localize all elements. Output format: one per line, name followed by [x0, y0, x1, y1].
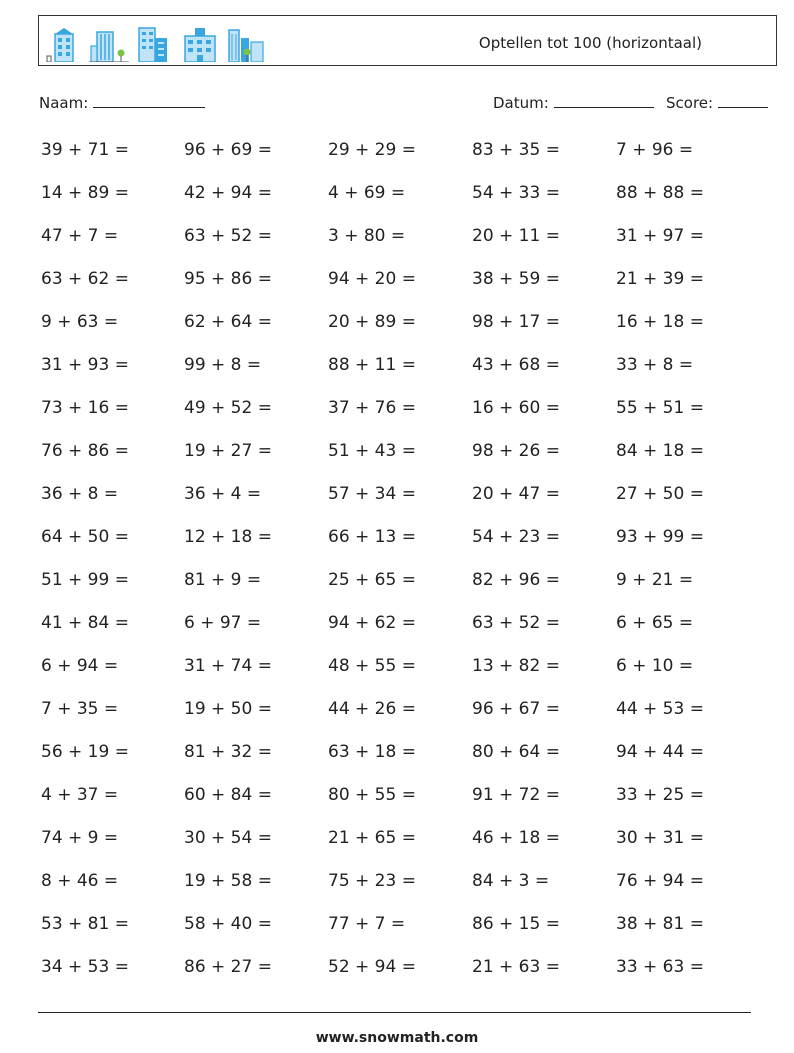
problem-item: 33 + 25 =: [616, 785, 704, 805]
problem-item: 54 + 23 =: [472, 527, 560, 547]
problem-item: 96 + 69 =: [184, 140, 272, 160]
name-field[interactable]: [39, 93, 205, 112]
problem-item: 36 + 4 =: [184, 484, 262, 504]
problem-item: 54 + 33 =: [472, 183, 560, 203]
problem-row: [41, 312, 761, 342]
problem-row: [41, 914, 761, 944]
problem-row: [41, 269, 761, 299]
problem-item: 48 + 55 =: [328, 656, 416, 676]
problem-item: 81 + 9 =: [184, 570, 262, 590]
problem-item: 86 + 15 =: [472, 914, 560, 934]
problem-item: 80 + 64 =: [472, 742, 560, 762]
problem-item: 44 + 53 =: [616, 699, 704, 719]
problem-item: 49 + 52 =: [184, 398, 272, 418]
building-5-icon: [229, 30, 263, 62]
problem-item: 16 + 60 =: [472, 398, 560, 418]
problem-item: 83 + 35 =: [472, 140, 560, 160]
problem-item: 94 + 20 =: [328, 269, 416, 289]
problem-item: 6 + 65 =: [616, 613, 694, 633]
problem-item: 63 + 52 =: [184, 226, 272, 246]
problem-item: 8 + 46 =: [41, 871, 119, 891]
problem-row: [41, 183, 761, 213]
problem-item: 62 + 64 =: [184, 312, 272, 332]
problem-row: [41, 484, 761, 514]
problem-item: 81 + 32 =: [184, 742, 272, 762]
problem-item: 51 + 43 =: [328, 441, 416, 461]
problem-item: 41 + 84 =: [41, 613, 129, 633]
problem-item: 33 + 63 =: [616, 957, 704, 977]
problem-item: 38 + 59 =: [472, 269, 560, 289]
problem-item: 77 + 7 =: [328, 914, 406, 934]
problem-item: 19 + 58 =: [184, 871, 272, 891]
problem-item: 73 + 16 =: [41, 398, 129, 418]
problem-item: 91 + 72 =: [472, 785, 560, 805]
problem-item: 34 + 53 =: [41, 957, 129, 977]
problem-item: 25 + 65 =: [328, 570, 416, 590]
worksheet-header: [38, 15, 777, 66]
problem-item: 63 + 52 =: [472, 613, 560, 633]
problem-item: 43 + 68 =: [472, 355, 560, 375]
problem-item: 9 + 21 =: [616, 570, 694, 590]
problem-item: 6 + 94 =: [41, 656, 119, 676]
problem-row: [41, 527, 761, 557]
problem-item: 33 + 8 =: [616, 355, 694, 375]
problem-item: 56 + 19 =: [41, 742, 129, 762]
name-label: Naam:: [39, 94, 89, 112]
problem-item: 20 + 47 =: [472, 484, 560, 504]
problem-item: 19 + 27 =: [184, 441, 272, 461]
problem-row: [41, 957, 761, 987]
problem-item: 20 + 89 =: [328, 312, 416, 332]
problem-item: 98 + 17 =: [472, 312, 560, 332]
problem-row: [41, 355, 761, 385]
problem-item: 16 + 18 =: [616, 312, 704, 332]
problem-item: 27 + 50 =: [616, 484, 704, 504]
problem-row: [41, 570, 761, 600]
problem-item: 60 + 84 =: [184, 785, 272, 805]
problem-item: 95 + 86 =: [184, 269, 272, 289]
problem-item: 30 + 31 =: [616, 828, 704, 848]
problem-row: [41, 828, 761, 858]
problem-item: 84 + 3 =: [472, 871, 550, 891]
date-blank-line[interactable]: [554, 93, 654, 108]
problem-item: 94 + 62 =: [328, 613, 416, 633]
problem-item: 46 + 18 =: [472, 828, 560, 848]
problem-item: 9 + 63 =: [41, 312, 119, 332]
score-blank-line[interactable]: [718, 93, 768, 108]
problem-item: 13 + 82 =: [472, 656, 560, 676]
score-field[interactable]: [666, 93, 768, 112]
building-1-icon: [47, 28, 73, 62]
problem-row: [41, 656, 761, 686]
problem-row: [41, 699, 761, 729]
problem-item: 21 + 65 =: [328, 828, 416, 848]
problem-item: 63 + 62 =: [41, 269, 129, 289]
problem-row: [41, 613, 761, 643]
problem-item: 38 + 81 =: [616, 914, 704, 934]
problem-item: 30 + 54 =: [184, 828, 272, 848]
problem-item: 20 + 11 =: [472, 226, 560, 246]
problem-item: 82 + 96 =: [472, 570, 560, 590]
date-field[interactable]: [493, 93, 654, 112]
problem-row: [41, 441, 761, 471]
problem-item: 98 + 26 =: [472, 441, 560, 461]
problem-item: 7 + 35 =: [41, 699, 119, 719]
problem-item: 21 + 39 =: [616, 269, 704, 289]
problem-row: [41, 226, 761, 256]
building-4-icon: [185, 28, 215, 62]
building-2-icon: [89, 32, 129, 62]
name-blank-line[interactable]: [93, 93, 205, 108]
problem-row: [41, 140, 761, 170]
problem-item: 3 + 80 =: [328, 226, 406, 246]
problem-item: 75 + 23 =: [328, 871, 416, 891]
problem-item: 99 + 8 =: [184, 355, 262, 375]
problem-item: 76 + 94 =: [616, 871, 704, 891]
problem-item: 12 + 18 =: [184, 527, 272, 547]
problem-item: 76 + 86 =: [41, 441, 129, 461]
problem-item: 6 + 97 =: [184, 613, 262, 633]
score-label: Score:: [666, 94, 714, 112]
problem-item: 31 + 97 =: [616, 226, 704, 246]
problem-item: 64 + 50 =: [41, 527, 129, 547]
problem-row: [41, 785, 761, 815]
problem-item: 55 + 51 =: [616, 398, 704, 418]
problem-item: 66 + 13 =: [328, 527, 416, 547]
problem-item: 37 + 76 =: [328, 398, 416, 418]
problem-item: 88 + 11 =: [328, 355, 416, 375]
problem-item: 63 + 18 =: [328, 742, 416, 762]
problem-item: 14 + 89 =: [41, 183, 129, 203]
problem-item: 51 + 99 =: [41, 570, 129, 590]
problem-row: [41, 398, 761, 428]
problem-item: 84 + 18 =: [616, 441, 704, 461]
problem-item: 4 + 69 =: [328, 183, 406, 203]
building-3-icon: [139, 28, 167, 62]
problem-item: 7 + 96 =: [616, 140, 694, 160]
problem-item: 74 + 9 =: [41, 828, 119, 848]
problem-item: 6 + 10 =: [616, 656, 694, 676]
problem-item: 52 + 94 =: [328, 957, 416, 977]
footer-url[interactable]: www.snowmath.com: [315, 1030, 479, 1046]
problem-item: 39 + 71 =: [41, 140, 129, 160]
problem-item: 29 + 29 =: [328, 140, 416, 160]
footer-divider: [38, 1012, 751, 1013]
worksheet-title: Optellen tot 100 (horizontaal): [478, 34, 702, 52]
problem-item: 31 + 93 =: [41, 355, 129, 375]
problem-item: 42 + 94 =: [184, 183, 272, 203]
problem-row: [41, 871, 761, 901]
problem-item: 94 + 44 =: [616, 742, 704, 762]
problem-item: 19 + 50 =: [184, 699, 272, 719]
problem-item: 80 + 55 =: [328, 785, 416, 805]
problem-item: 31 + 74 =: [184, 656, 272, 676]
problem-item: 57 + 34 =: [328, 484, 416, 504]
problem-item: 88 + 88 =: [616, 183, 704, 203]
problem-item: 36 + 8 =: [41, 484, 119, 504]
problem-item: 47 + 7 =: [41, 226, 119, 246]
problem-item: 44 + 26 =: [328, 699, 416, 719]
buildings-illustration-icon: [45, 22, 275, 62]
problem-item: 58 + 40 =: [184, 914, 272, 934]
problem-item: 93 + 99 =: [616, 527, 704, 547]
problem-item: 53 + 81 =: [41, 914, 129, 934]
problem-item: 21 + 63 =: [472, 957, 560, 977]
problem-item: 86 + 27 =: [184, 957, 272, 977]
date-label: Datum:: [493, 94, 549, 112]
problem-item: 96 + 67 =: [472, 699, 560, 719]
problem-row: [41, 742, 761, 772]
problem-item: 4 + 37 =: [41, 785, 119, 805]
